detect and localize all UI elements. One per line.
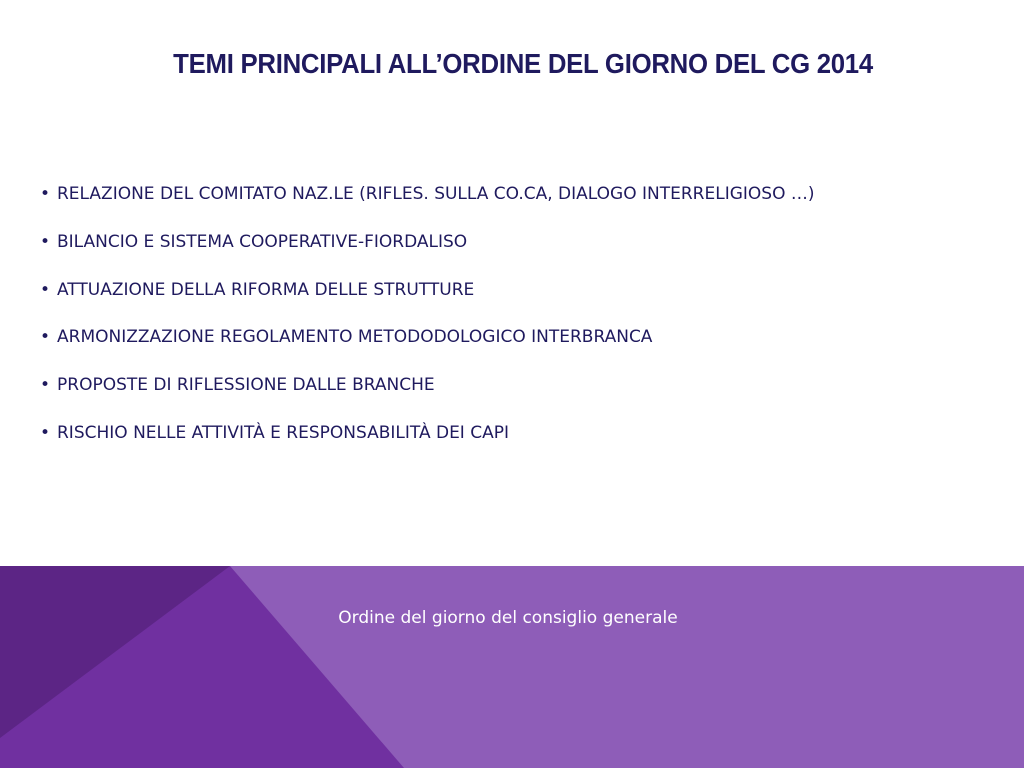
bullet-text: RELAZIONE DEL COMITATO NAZ.LE (RIFLES. SULLA CO.CA, DIALOGO INTERRELIGIOSO …) (57, 184, 815, 204)
bullet-item (40, 371, 814, 419)
bullet-item (40, 419, 814, 467)
bullet-dot: • (40, 184, 51, 204)
bullet-item (40, 276, 814, 324)
bullet-dot: • (40, 375, 51, 396)
bullet-text: RISCHIO NELLE ATTIVITÀ E RESPONSABILITÀ DEI CAPI (57, 422, 509, 443)
bullet-item (40, 323, 814, 371)
bullet-text: BILANCIO E SISTEMA COOPERATIVE-FIORDALISO (57, 231, 468, 252)
footer-text: Ordine del giorno del consiglio generale (338, 608, 678, 628)
bullet-text: ATTUAZIONE DELLA RIFORMA DELLE STRUTTURE (57, 279, 475, 300)
slide-title: TEMI PRINCIPALI ALL’ORDINE DEL GIORNO DEL CG 2014 (173, 48, 873, 79)
bullet-item (40, 180, 814, 228)
bullet-dot: • (40, 231, 51, 252)
footer-decoration (0, 566, 1024, 768)
bullet-dot: • (40, 422, 51, 443)
bullet-list (40, 180, 814, 467)
bullet-item (40, 228, 814, 276)
bullet-dot: • (40, 327, 51, 348)
footer-band (0, 566, 1024, 768)
bullet-dot: • (40, 279, 51, 300)
bullet-text: ARMONIZZAZIONE REGOLAMENTO METODODOLOGICO INTERBRANCA (57, 327, 653, 348)
bullet-text: PROPOSTE DI RIFLESSIONE DALLE BRANCHE (57, 375, 435, 396)
